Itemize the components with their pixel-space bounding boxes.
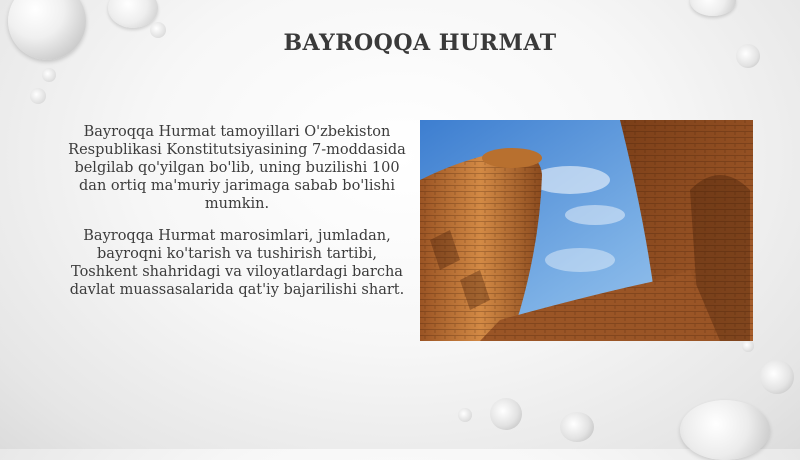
photo-illustration <box>420 120 753 341</box>
droplet-decoration <box>490 398 522 430</box>
droplet-decoration <box>458 408 472 422</box>
droplet-decoration <box>760 360 794 394</box>
droplet-decoration <box>560 412 594 442</box>
slide-title: BAYROQQA HURMAT <box>283 30 557 56</box>
droplet-decoration <box>690 0 736 16</box>
droplet-decoration <box>42 68 56 82</box>
droplet-decoration <box>680 400 770 460</box>
droplet-decoration <box>108 0 158 28</box>
droplet-decoration <box>30 88 46 104</box>
brick-minaret-photo <box>420 120 753 341</box>
slide-body <box>62 123 412 313</box>
body-paragraph: Bayroqqa Hurmat marosimlari, jumladan, bayroqni ko'tarish va tushirish tartibi, Toshkent shahridagi va viloyatlardagi barcha davlat muassasalarida qat'iy bajarilishi shart. <box>69 228 405 298</box>
droplet-decoration <box>742 340 754 352</box>
body-paragraph: Bayroqqa Hurmat tamoyillari O'zbekiston Respublikasi Konstitutsiyasining 7-moddasida belgilab qo'yilgan bo'lib, uning buzilishi 100 dan ortiq ma'muriy jarimaga sabab bo'lishi mumkin. <box>68 124 406 212</box>
